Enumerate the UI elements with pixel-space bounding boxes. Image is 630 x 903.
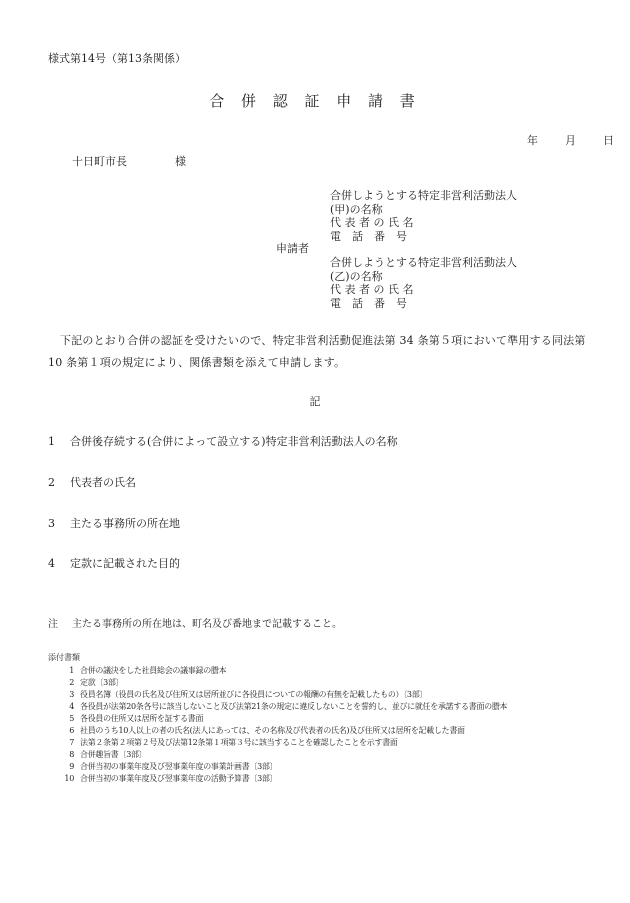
attachment-text: 法第２条第２項第２号及び法第12条第１項第３号に該当することを確認したことを示す書面 — [80, 738, 398, 747]
applicant-b-name: (乙)の名称 — [330, 270, 383, 283]
attachment-text: 合併当初の事業年度及び翌事業年度の事業計画書〔3部〕 — [80, 762, 278, 771]
item — [48, 433, 398, 449]
document-title: 合 併 認 証 申 請 書 — [209, 92, 421, 110]
applicant-b-type: 合併しようとする特定非営利活動法人 — [330, 256, 517, 269]
item-text: 定款に記載された目的 — [70, 557, 180, 570]
applicant-a-type: 合併しようとする特定非営利活動法人 — [330, 189, 517, 202]
attachment-text: 合併の議決をした社員総会の議事録の謄本 — [80, 666, 227, 675]
attachment-item — [58, 701, 507, 712]
attachment-item — [58, 773, 277, 784]
body-text: 下記のとおり合併の認証を受けたいので、特定非営利活動促進法第 34 条第５項において準用する同法第 10 条第１項の規定により、関係書類を添えて申請します。 — [48, 334, 586, 369]
item — [48, 474, 136, 490]
applicant-a-phone: 電 話 番 号 — [330, 230, 407, 243]
attachment-number: 2 — [69, 678, 74, 687]
addressee-name: 十日町市長 — [72, 155, 127, 168]
item-number: 4 — [48, 557, 55, 570]
applicant-label: 申請者 — [276, 242, 309, 255]
date-day: 日 — [603, 134, 614, 147]
date-line — [500, 132, 614, 148]
applicant-b-phone: 電 話 番 号 — [330, 297, 407, 310]
item-text: 主たる事務所の所在地 — [70, 517, 180, 530]
attachment-number: 1 — [69, 666, 74, 675]
note-label: 注 — [48, 619, 58, 630]
attachment-number: 9 — [69, 762, 74, 771]
item-number: 2 — [48, 476, 55, 489]
item-text: 代表者の氏名 — [70, 476, 136, 489]
note — [48, 615, 342, 630]
item — [48, 515, 180, 531]
attachment-text: 各役員が法第20条各号に該当しないこと及び法第21条の規定に違反しないことを誓約し、並びに就任を承諾する書面の謄本 — [80, 702, 508, 711]
attachment-text: 社員のうち10人以上の者の氏名(法人にあっては、その名称及び代表者の氏名)及び住所又は居所を記載した書面 — [80, 726, 465, 735]
attachment-number: 6 — [69, 726, 74, 735]
attachment-text: 役員名簿（役員の氏名及び住所又は居所並びに各役員についての報酬の有無を記載したもの）〔3部〕 — [80, 690, 428, 699]
applicant-a-representative: 代 表 者 の 氏 名 — [330, 216, 414, 229]
form-number: 様式第14号（第13条関係） — [48, 52, 186, 65]
attachments-title: 添付書類 — [48, 653, 80, 662]
attachment-text: 定款〔3部〕 — [80, 678, 124, 687]
addressee-honorific: 様 — [175, 155, 186, 168]
attachment-text: 合併当初の事業年度及び翌事業年度の活動予算書〔3部〕 — [80, 774, 278, 783]
attachment-item — [58, 677, 123, 688]
item-number: 3 — [48, 517, 55, 530]
attachment-number: 5 — [69, 714, 74, 723]
attachment-number: 3 — [69, 690, 74, 699]
item — [48, 555, 180, 571]
attachment-item — [58, 689, 427, 700]
attachment-number: 7 — [69, 738, 74, 747]
item-number: 1 — [48, 435, 55, 448]
addressee — [72, 153, 186, 169]
applicant-b-representative: 代 表 者 の 氏 名 — [330, 283, 414, 296]
attachment-item — [58, 749, 146, 760]
note-text: 主たる事務所の所在地は、町名及び番地まで記載すること。 — [72, 619, 342, 630]
attachment-text: 合併趣旨書〔3部〕 — [80, 750, 147, 759]
date-year: 年 — [527, 134, 538, 147]
ki-heading: 記 — [309, 395, 321, 408]
attachment-item — [58, 725, 465, 736]
applicant-a-name: (甲)の名称 — [330, 203, 383, 216]
attachment-item — [58, 761, 277, 772]
attachment-number: 8 — [69, 750, 74, 759]
date-month: 月 — [565, 134, 576, 147]
attachment-number: 10 — [64, 774, 74, 783]
attachment-text: 各役員の住所又は居所を証する書面 — [80, 714, 204, 723]
attachment-number: 4 — [69, 702, 74, 711]
attachment-item — [58, 665, 226, 676]
attachment-item — [58, 737, 398, 748]
item-text: 合併後存続する(合併によって設立する)特定非営利活動法人の名称 — [70, 435, 398, 448]
attachment-item — [58, 713, 203, 724]
